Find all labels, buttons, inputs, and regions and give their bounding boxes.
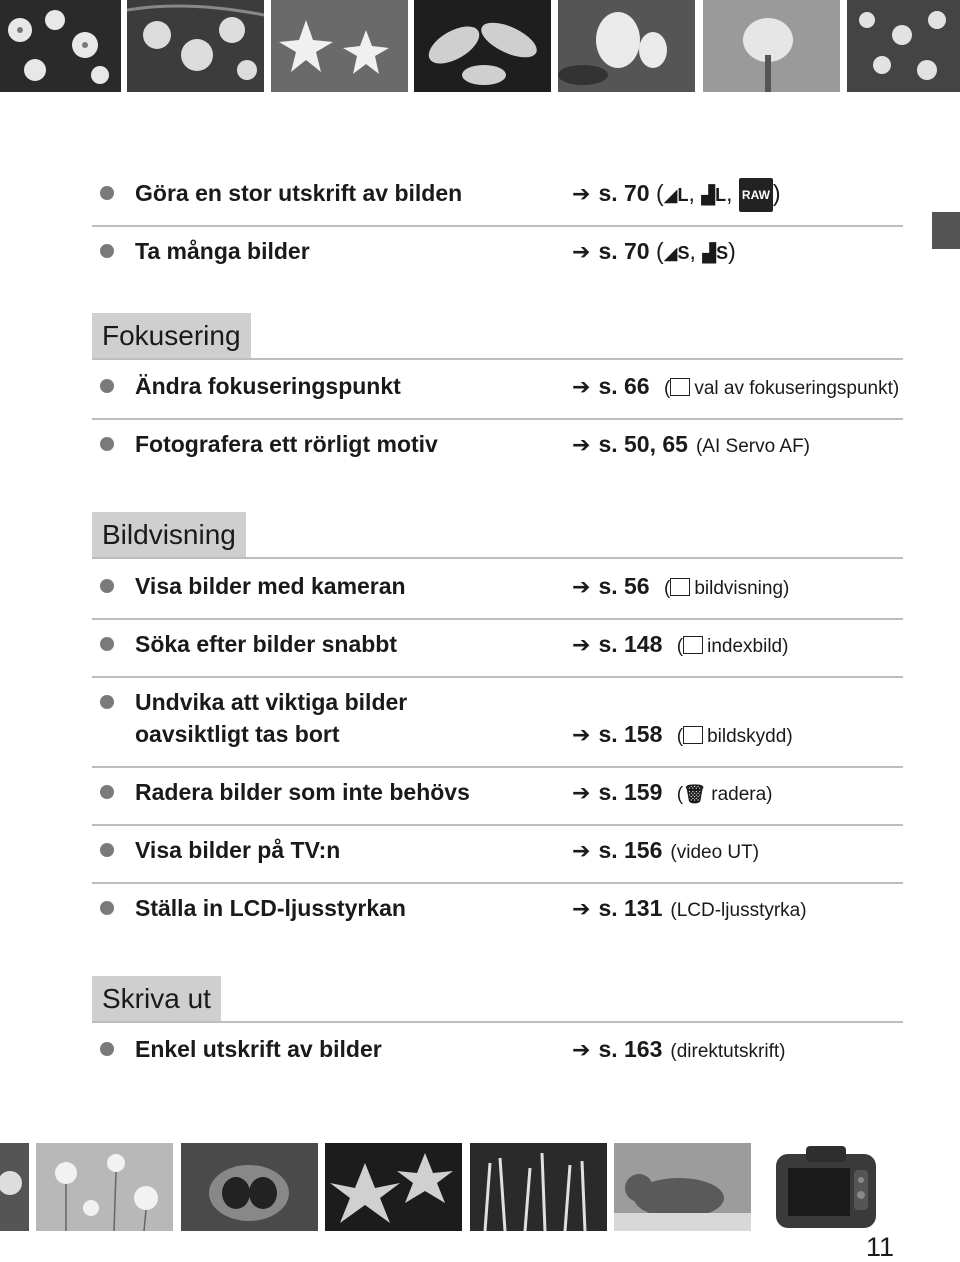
arrow-icon: ➔ <box>572 432 591 457</box>
chapter-tab <box>932 212 960 249</box>
divider <box>92 766 903 768</box>
page-number: 11 <box>866 1232 895 1262</box>
page-reference: ➔ s. 66 ( val av fokuseringspunkt) <box>572 373 900 399</box>
bullet-icon <box>100 379 114 393</box>
play-icon <box>670 578 690 596</box>
photo-magnolia <box>558 0 695 92</box>
page-reference: ➔ s. 50, 65 (AI Servo AF) <box>572 431 810 457</box>
page-reference: ➔ s. 163 (direktutskrift) <box>572 1036 786 1062</box>
section-heading: Skriva ut <box>92 976 221 1022</box>
section-heading: Bildvisning <box>92 512 246 558</box>
photo-blossoms <box>0 0 121 92</box>
arrow-icon: ➔ <box>572 181 591 206</box>
photo-maple-leaves <box>325 1143 462 1231</box>
raw-icon: RAW <box>739 178 773 212</box>
photo-cat <box>614 1143 751 1231</box>
arrow-icon: ➔ <box>572 896 591 921</box>
bullet-icon <box>100 843 114 857</box>
item-label: Radera bilder som inte behövs <box>135 779 470 805</box>
top-photo-strip <box>0 0 960 92</box>
bullet-icon <box>100 244 114 258</box>
page-reference: ➔ s. 131 (LCD-ljusstyrka) <box>572 895 807 921</box>
item-label: Ta många bilder <box>135 238 310 264</box>
page-reference: ➔ s. 156 (video UT) <box>572 837 760 863</box>
protect-icon <box>683 726 703 744</box>
page-reference: ➔ s. 148 ( indexbild) <box>572 631 789 657</box>
photo-wildflowers <box>847 0 960 92</box>
quality-normal-icon: ▟ <box>702 243 717 263</box>
quality-fine-icon: ◢ <box>663 243 678 263</box>
divider <box>92 418 903 420</box>
af-point-icon <box>670 378 690 396</box>
section-heading: Fokusering <box>92 313 251 359</box>
bullet-icon <box>100 695 114 709</box>
quality-normal-icon: ▟ <box>701 185 716 205</box>
bullet-icon <box>100 901 114 915</box>
photo-grass <box>470 1143 607 1231</box>
item-label: Söka efter bilder snabbt <box>135 631 398 657</box>
item-label: Undvika att viktiga bilder <box>135 689 408 715</box>
trash-icon: 🗑 <box>683 784 706 804</box>
bullet-icon <box>100 186 114 200</box>
divider <box>92 225 903 227</box>
photo-cherry-blossom <box>127 0 264 92</box>
list-item <box>92 686 903 752</box>
page-reference: ➔ s. 70 (◢S, ▟S) <box>572 235 736 269</box>
bullet-icon <box>100 437 114 451</box>
divider <box>92 358 903 360</box>
quality-fine-icon: ◢ <box>663 185 678 205</box>
divider <box>92 618 903 620</box>
arrow-icon: ➔ <box>572 838 591 863</box>
page-reference: ➔ s. 158 ( bildskydd) <box>572 721 793 747</box>
photo-star-flowers <box>271 0 408 92</box>
divider <box>92 1021 903 1023</box>
bullet-icon <box>100 785 114 799</box>
camera-icon <box>770 1140 882 1232</box>
photo-single-flower <box>703 0 840 92</box>
divider <box>92 824 903 826</box>
arrow-icon: ➔ <box>572 780 591 805</box>
page-reference: ➔ s. 159 (🗑 radera) <box>572 776 773 811</box>
bullet-icon <box>100 637 114 651</box>
item-label: oavsiktligt tas bort <box>135 721 340 747</box>
page-reference: ➔ s. 56 ( bildvisning) <box>572 573 790 599</box>
item-label: Fotografera ett rörligt motiv <box>135 431 438 457</box>
arrow-icon: ➔ <box>572 1037 591 1062</box>
arrow-icon: ➔ <box>572 722 591 747</box>
bullet-icon <box>100 1042 114 1056</box>
item-label: Göra en stor utskrift av bilden <box>135 180 463 206</box>
arrow-icon: ➔ <box>572 374 591 399</box>
index-icon <box>683 636 703 654</box>
divider <box>92 882 903 884</box>
photo-cosmos <box>36 1143 173 1231</box>
arrow-icon: ➔ <box>572 574 591 599</box>
photo-leaves <box>414 0 551 92</box>
item-label: Ställa in LCD-ljusstyrkan <box>135 895 406 921</box>
divider <box>92 557 903 559</box>
arrow-icon: ➔ <box>572 239 591 264</box>
item-label: Enkel utskrift av bilder <box>135 1036 382 1062</box>
item-label: Visa bilder med kameran <box>135 573 406 599</box>
item-label: Ändra fokuseringspunkt <box>135 373 401 399</box>
page-reference: ➔ s. 70 (◢L, ▟L, RAW ) <box>572 177 781 212</box>
photo-chestnuts <box>181 1143 318 1231</box>
photo-dandelion <box>0 1143 29 1231</box>
item-label: Visa bilder på TV:n <box>135 837 341 863</box>
bullet-icon <box>100 579 114 593</box>
arrow-icon: ➔ <box>572 632 591 657</box>
divider <box>92 676 903 678</box>
